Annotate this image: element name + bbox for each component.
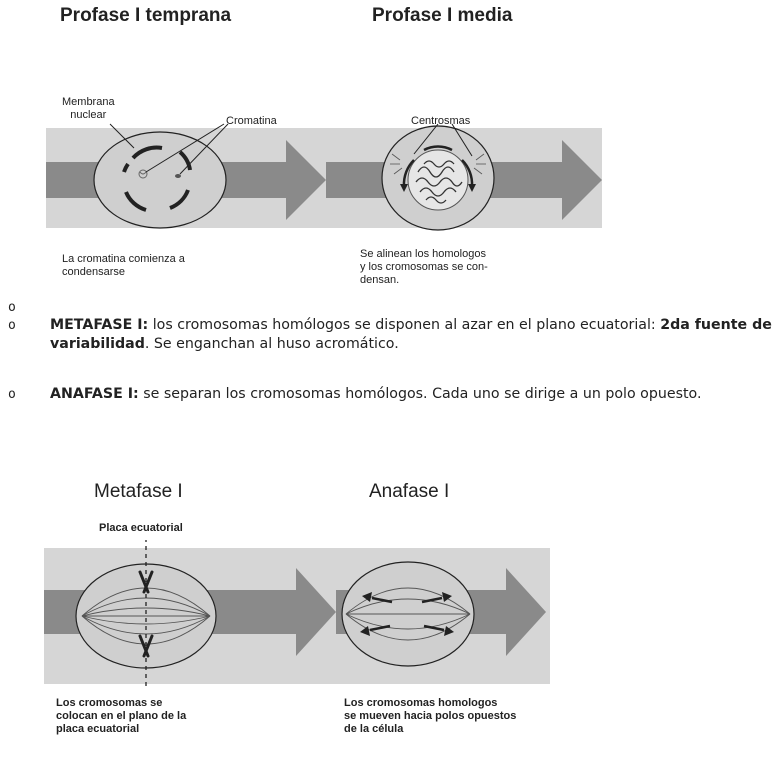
- term-anafase: ANAFASE I:: [50, 386, 139, 402]
- paragraph-metafase: [50, 316, 778, 354]
- figure1-title-right: Profase I media: [372, 5, 513, 26]
- caption-mid-prophase: Se alinean los homologos y los cromosomas se con- densan.: [360, 248, 488, 286]
- text-anafase: se separan los cromosomas homólogos. Cada uno se dirige a un polo opuesto.: [138, 386, 702, 402]
- caption-early-prophase: La cromatina comienza a condensarse: [62, 253, 185, 278]
- paragraph-anafase: [50, 385, 750, 404]
- figure1-title-left: Profase I temprana: [60, 5, 232, 26]
- term-metafase: METAFASE I:: [50, 317, 149, 333]
- label-cromatina: Cromatina: [226, 115, 277, 127]
- text-metafase-a: los cromosomas homólogos se disponen al azar en el plano ecuatorial:: [148, 317, 661, 333]
- label-placa-ecuatorial: Placa ecuatorial: [99, 522, 183, 534]
- caption-metaphase: Los cromosomas se colocan en el plano de la placa ecuatorial: [56, 697, 187, 735]
- bullet-marker-anafase: o: [8, 387, 16, 402]
- label-centrosomas: Centrosmas: [411, 115, 471, 127]
- caption-anaphase: Los cromosomas homologos se mueven hacia polos opuestos de la célula: [344, 697, 517, 735]
- figure2-title-right: Anafase I: [369, 481, 450, 502]
- chromatin-spot: [175, 174, 181, 178]
- label-membrana-nuclear: Membrana nuclear: [62, 96, 115, 121]
- text-metafase-b: . Se enganchan al huso acromático.: [144, 336, 399, 352]
- figure2-title-left: Metafase I: [94, 481, 183, 502]
- empty-bullet-marker: o: [8, 300, 16, 315]
- emphasis-variabilidad: 2da fuente de variabilidad: [50, 317, 772, 352]
- figure2-diagram: [0, 540, 780, 700]
- bullet-marker-metafase: o: [8, 318, 16, 333]
